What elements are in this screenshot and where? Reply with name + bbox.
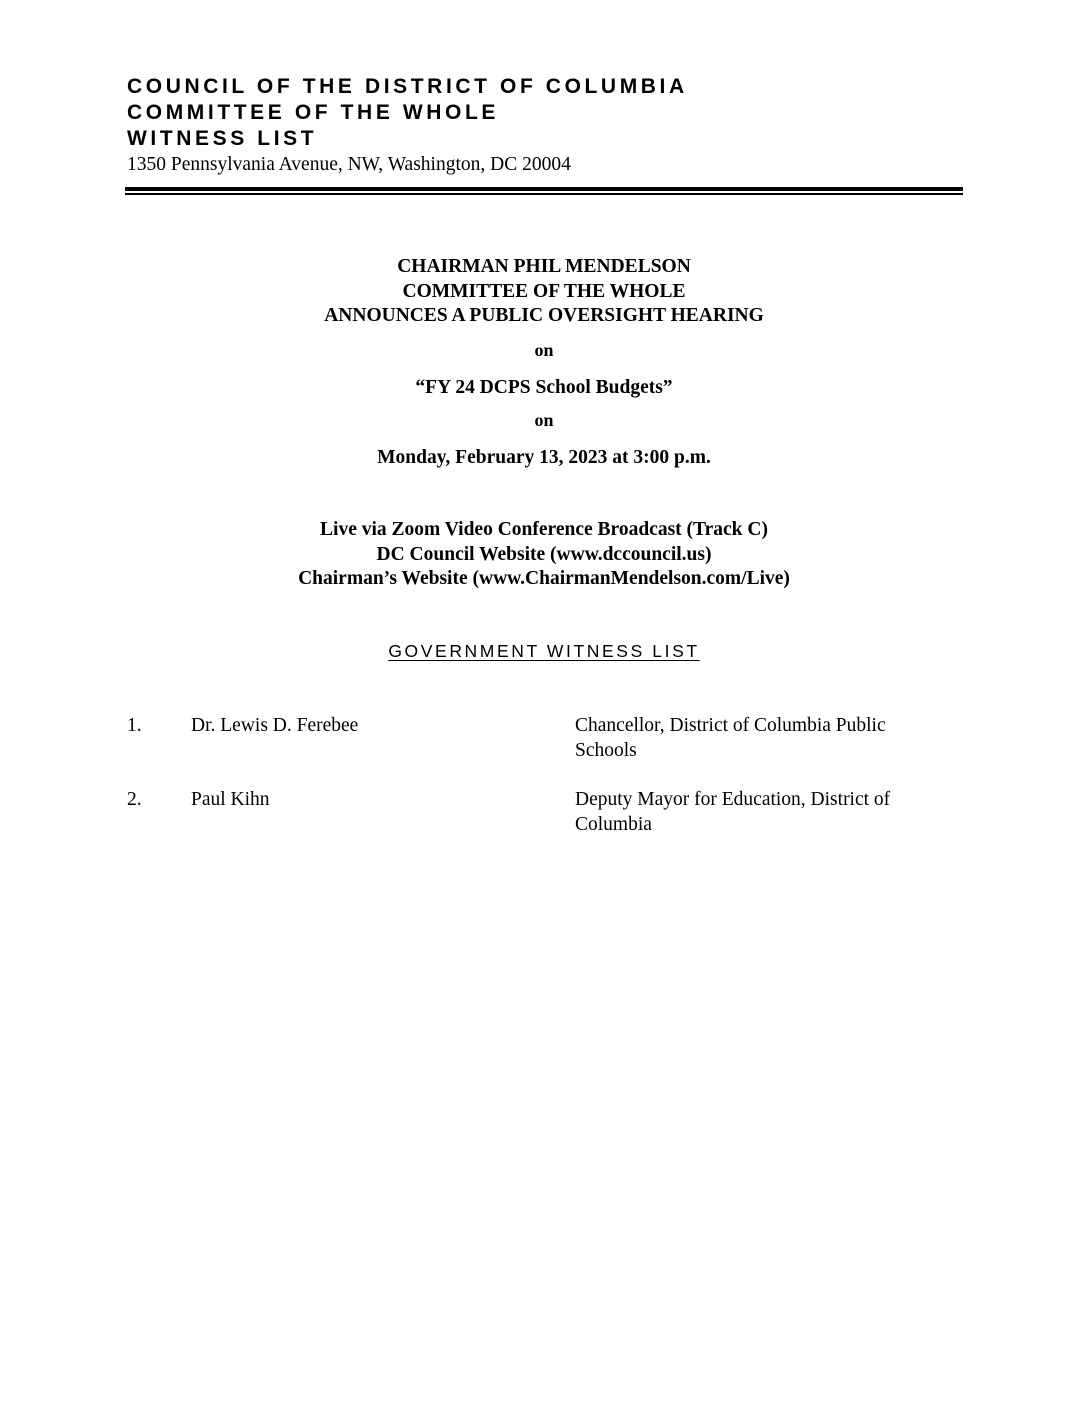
witness-title (575, 713, 960, 763)
announces-line: ANNOUNCES A PUBLIC OVERSIGHT HEARING (324, 305, 764, 326)
witness-name: Paul Kihn (191, 789, 270, 810)
letterhead (127, 74, 963, 177)
witness-title (575, 787, 960, 837)
header-rule-thick (125, 187, 963, 191)
witness-number: 2. (127, 789, 142, 810)
committee-name: COMMITTEE OF THE WHOLE (127, 101, 500, 124)
chairman-line: CHAIRMAN PHIL MENDELSON (397, 256, 691, 277)
header-rule-thin (125, 193, 963, 195)
witness-number: 1. (127, 715, 142, 736)
hearing-datetime: Monday, February 13, 2023 at 3:00 p.m. (377, 447, 711, 468)
witness-title-line: Columbia (575, 814, 652, 835)
witness-name: Dr. Lewis D. Ferebee (191, 715, 359, 736)
hearing-topic: “FY 24 DCPS School Budgets” (415, 377, 673, 398)
witness-title-line: Deputy Mayor for Education, District of (575, 789, 891, 810)
chairman-website-line: Chairman’s Website (www.ChairmanMendelson.com/Live) (298, 568, 790, 589)
council-website-line: DC Council Website (www.dccouncil.us) (376, 543, 712, 565)
on-label: on (534, 340, 554, 360)
document-type: WITNESS LIST (127, 127, 318, 150)
zoom-broadcast-line: Live via Zoom Video Conference Broadcast (Track C) (320, 519, 768, 540)
witness-list-heading: GOVERNMENT WITNESS LIST (388, 641, 700, 661)
witness-title-line: Schools (575, 740, 637, 761)
council-name: COUNCIL OF THE DISTRICT OF COLUMBIA (127, 75, 688, 98)
witness-title-line: Chancellor, District of Columbia Public (575, 715, 886, 736)
hearing-announcement (0, 255, 1088, 329)
broadcast-info (0, 518, 1088, 592)
council-address: 1350 Pennsylvania Avenue, NW, Washington, DC 20004 (127, 154, 571, 175)
on-label-2: on (534, 410, 554, 430)
committee-line: COMMITTEE OF THE WHOLE (402, 280, 686, 302)
